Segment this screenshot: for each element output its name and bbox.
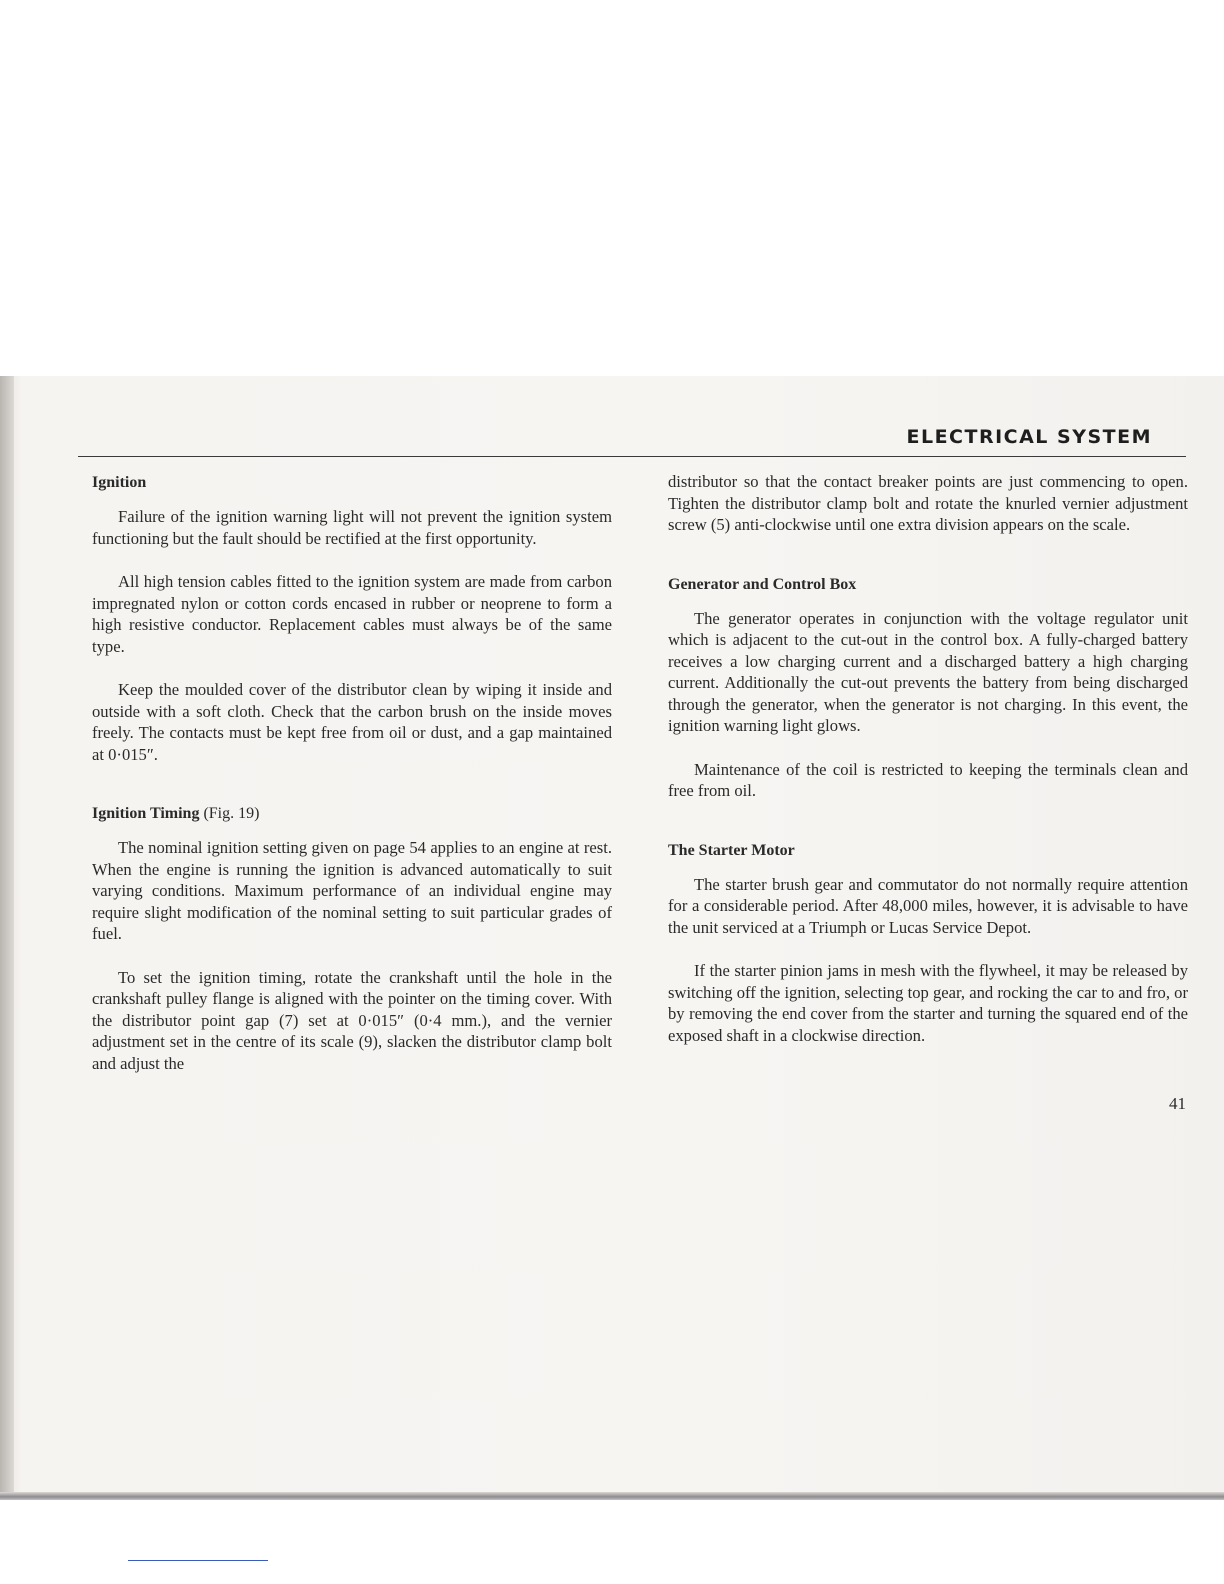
continuation-paragraph: distributor so that the contact breaker points are just commencing to open. Tighten the distributor clamp bolt and rotate the knurled vernier adjustment screw (5) anti-clockwise until one extra division appears on the scale. <box>668 472 1188 534</box>
section-title: ELECTRICAL SYSTEM <box>906 426 1152 448</box>
generator-heading: Generator and Control Box <box>668 575 857 593</box>
ignition-heading: Ignition <box>92 474 147 491</box>
left-column <box>92 474 612 1074</box>
starter-heading: The Starter Motor <box>668 841 795 859</box>
header-rule <box>78 456 1186 457</box>
ignition-timing-heading <box>92 805 612 823</box>
page-number: 41 <box>1169 1094 1186 1113</box>
ignition-paragraph-1: Failure of the ignition warning light will not prevent the ignition system functioning but the fault should be rectified at the first opportunity. <box>92 507 612 548</box>
footer-line <box>128 1560 268 1561</box>
generator-paragraph-2: Maintenance of the coil is restricted to keeping the terminals clean and free from oil. <box>668 759 1188 800</box>
ignition-timing-paragraph-1: The nominal ignition setting given on page 54 applies to an engine at rest. When the engine is running the ignition is advanced automatically to suit varying conditions. Maximum performance of an individual engine may require slight modification of the nominal setting to suit particular grades of fuel. <box>92 838 612 943</box>
ignition-timing-figure-ref: (Fig. 19) <box>203 805 260 822</box>
ignition-paragraph-2: All high tension cables fitted to the ignition system are made from carbon impregnated nylon or cotton cords encased in rubber or neoprene to form a high resistive conductor. Replacement cables must always be of the same type. <box>92 572 612 656</box>
ignition-timing-heading-text: Ignition Timing <box>92 805 200 822</box>
right-column <box>668 471 1188 1046</box>
page-bottom-edge <box>0 1492 1224 1500</box>
generator-paragraph-1: The generator operates in conjunction with the voltage regulator unit which is adjacent to the cut-out in the control box. A fully-charged battery receives a low charging current and a discharged battery a high charging current. Additionally the cut-out prevents the battery from being discharged through the generator, when the generator is not charging. In this event, the ignition warning light glows. <box>668 608 1188 735</box>
ignition-paragraph-3: Keep the moulded cover of the distributor clean by wiping it inside and outside with a soft cloth. Check that the carbon brush on the inside moves freely. The contacts must be kept free from oil or dust, and a gap maintained at 0·015″. <box>92 680 612 764</box>
page-binding-edge <box>0 376 14 1500</box>
starter-paragraph-2: If the starter pinion jams in mesh with the flywheel, it may be released by switching off the ignition, selecting top gear, and rocking the car to and fro, or by removing the end cover from the starter and turning the squared end of the exposed shaft in a clockwise direction. <box>668 961 1188 1045</box>
ignition-timing-paragraph-2: To set the ignition timing, rotate the crankshaft until the hole in the crankshaft pulley flange is aligned with the pointer on the timing cover. With the distributor point gap (7) set at 0·015″ (0·4 mm.), and the vernier adjustment set in the centre of its scale (9), slacken the distributor clamp bolt and adjust the <box>92 967 612 1073</box>
starter-paragraph-1: The starter brush gear and commutator do not normally require attention for a considerable period. After 48,000 miles, however, it is advisable to have the unit serviced at a Triumph or Lucas Service Depot. <box>668 874 1188 937</box>
